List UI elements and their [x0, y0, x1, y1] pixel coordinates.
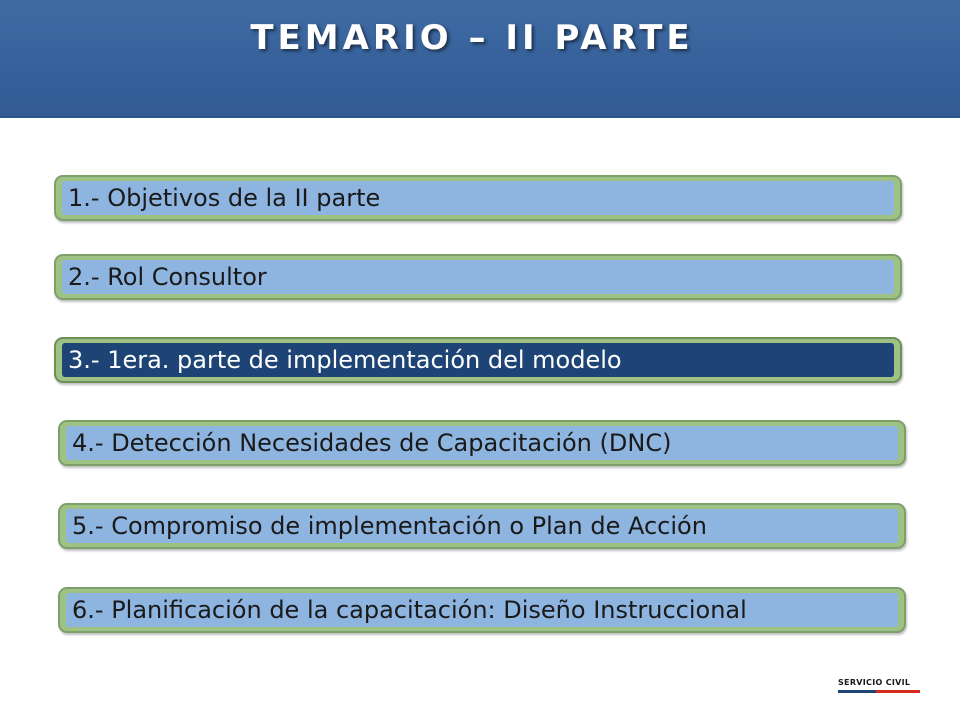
- logo-bar-red: [876, 690, 920, 693]
- logo-bar-blue: [838, 690, 876, 693]
- agenda-item-label: 5.- Compromiso de implementación o Plan de Acción: [66, 509, 898, 543]
- agenda-item-label: 2.- Rol Consultor: [62, 260, 894, 294]
- logo-text: SERVICIO CIVIL: [838, 678, 911, 687]
- page-title: TEMARIO – II PARTE: [250, 18, 694, 58]
- servicio-civil-logo: [838, 678, 920, 694]
- agenda-item-label: 6.- Planificación de la capacitación: Diseño Instruccional: [66, 593, 898, 627]
- logo-flag-bar: [838, 690, 920, 693]
- agenda-item-2: [54, 254, 902, 300]
- agenda-item-label: 4.- Detección Necesidades de Capacitación (DNC): [66, 426, 898, 460]
- agenda-item-label: 1.- Objetivos de la II parte: [62, 181, 894, 215]
- agenda-item-4: [58, 420, 906, 466]
- agenda-item-label: 3.- 1era. parte de implementación del modelo: [62, 343, 894, 377]
- agenda-item-3-highlighted: [54, 337, 902, 383]
- agenda-item-1: [54, 175, 902, 221]
- agenda-item-6: [58, 587, 906, 633]
- title-banner: [0, 0, 960, 118]
- agenda-item-5: [58, 503, 906, 549]
